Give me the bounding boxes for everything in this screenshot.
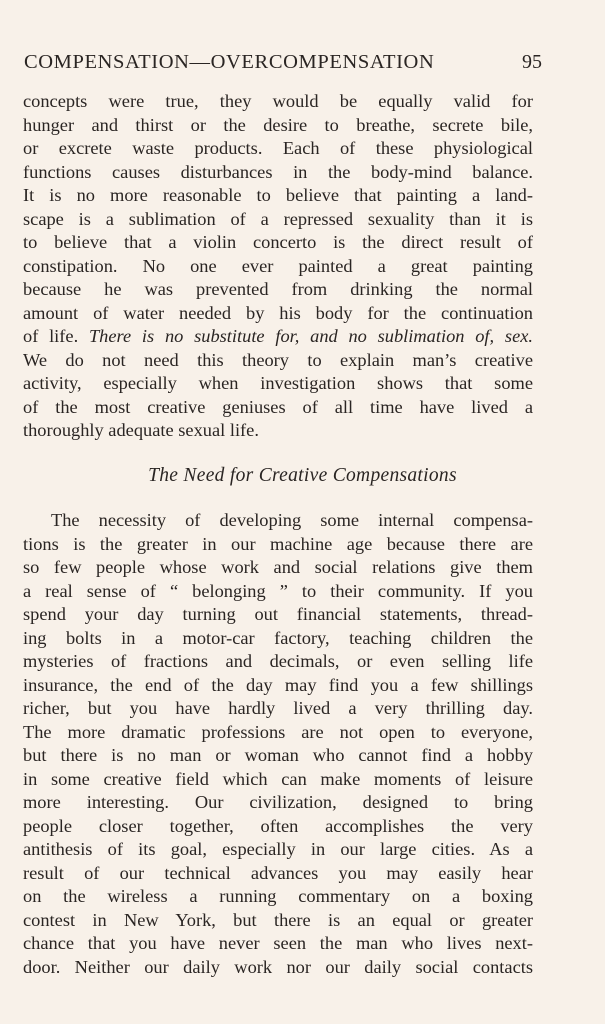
text-line-italic-emphasis: [23, 325, 533, 349]
text-line: so few people whose work and social relations give them: [23, 557, 533, 577]
text-line: scape is a sublimation of a repressed sexuality than it is: [23, 208, 533, 229]
line-prefix: of life.: [23, 326, 79, 346]
text-line: or excrete waste products. Each of these physiological: [23, 138, 533, 158]
text-line: The more dramatic professions are not open to everyone,: [23, 721, 533, 742]
text-line: functions causes disturbances in the body-mind balance.: [23, 161, 533, 182]
italic-phrase: sex.: [504, 326, 533, 346]
text-line: We do not need this theory to explain man’s creative: [23, 349, 533, 370]
text-line: more interesting. Our civilization, designed to bring: [23, 792, 533, 812]
text-line: a real sense of “ belonging ” to their community. If you: [23, 580, 533, 601]
section-heading: The Need for Creative Compensations: [148, 465, 457, 486]
text-line: people closer together, often accomplishes the very: [23, 815, 533, 836]
text-line: but there is no man or woman who cannot find a hobby: [23, 745, 533, 765]
text-line: hunger and thirst or the desire to breathe, secrete bile,: [23, 114, 533, 135]
paragraph-continued: [23, 90, 533, 443]
italic-phrase: and no sublimation of,: [310, 326, 495, 346]
text-line: constipation. No one ever painted a great painting: [23, 255, 533, 276]
text-line: insurance, the end of the day may find you a few shillings: [23, 674, 533, 695]
text-line: antithesis of its goal, especially in our large cities. As a: [23, 839, 533, 859]
text-line: chance that you have never seen the man who lives next-: [23, 933, 533, 953]
text-line: tions is the greater in our machine age because there are: [23, 533, 533, 554]
italic-phrase: There is no substitute for,: [88, 326, 300, 346]
chapter-title: COMPENSATION—OVERCOMPENSATION: [24, 51, 435, 73]
text-line: of the most creative geniuses of all time have lived a: [23, 396, 533, 417]
text-line: mysteries of fractions and decimals, or even selling life: [23, 651, 533, 671]
text-line: It is no more reasonable to believe that painting a land-: [23, 185, 533, 205]
text-line: contest in New York, but there is an equal or greater: [23, 909, 533, 930]
text-line: to believe that a violin concerto is the direct result of: [23, 232, 533, 252]
text-line: result of our technical advances you may easily hear: [23, 862, 533, 883]
text-line: richer, but you have hardly lived a very thrilling day.: [23, 698, 533, 718]
text-line: spend your day turning out financial statements, thread-: [23, 604, 533, 624]
text-line: door. Neither our daily work nor our daily social contacts: [23, 956, 533, 977]
text-line: in some creative field which can make moments of leisure: [23, 768, 533, 789]
text-line: The necessity of developing some internal compensa-: [51, 510, 533, 530]
text-line: thoroughly adequate sexual life.: [23, 420, 259, 440]
text-line: ing bolts in a motor-car factory, teaching children the: [23, 627, 533, 648]
text-line: because he was prevented from drinking the normal: [23, 279, 533, 299]
running-head: [24, 52, 542, 73]
text-line: activity, especially when investigation shows that some: [23, 373, 533, 393]
paragraph: [23, 509, 533, 979]
text-line: amount of water needed by his body for the continuation: [23, 302, 533, 323]
page-number: 95: [522, 51, 542, 73]
text-line: on the wireless a running commentary on a boxing: [23, 886, 533, 906]
text-line: concepts were true, they would be equally valid for: [23, 91, 533, 111]
